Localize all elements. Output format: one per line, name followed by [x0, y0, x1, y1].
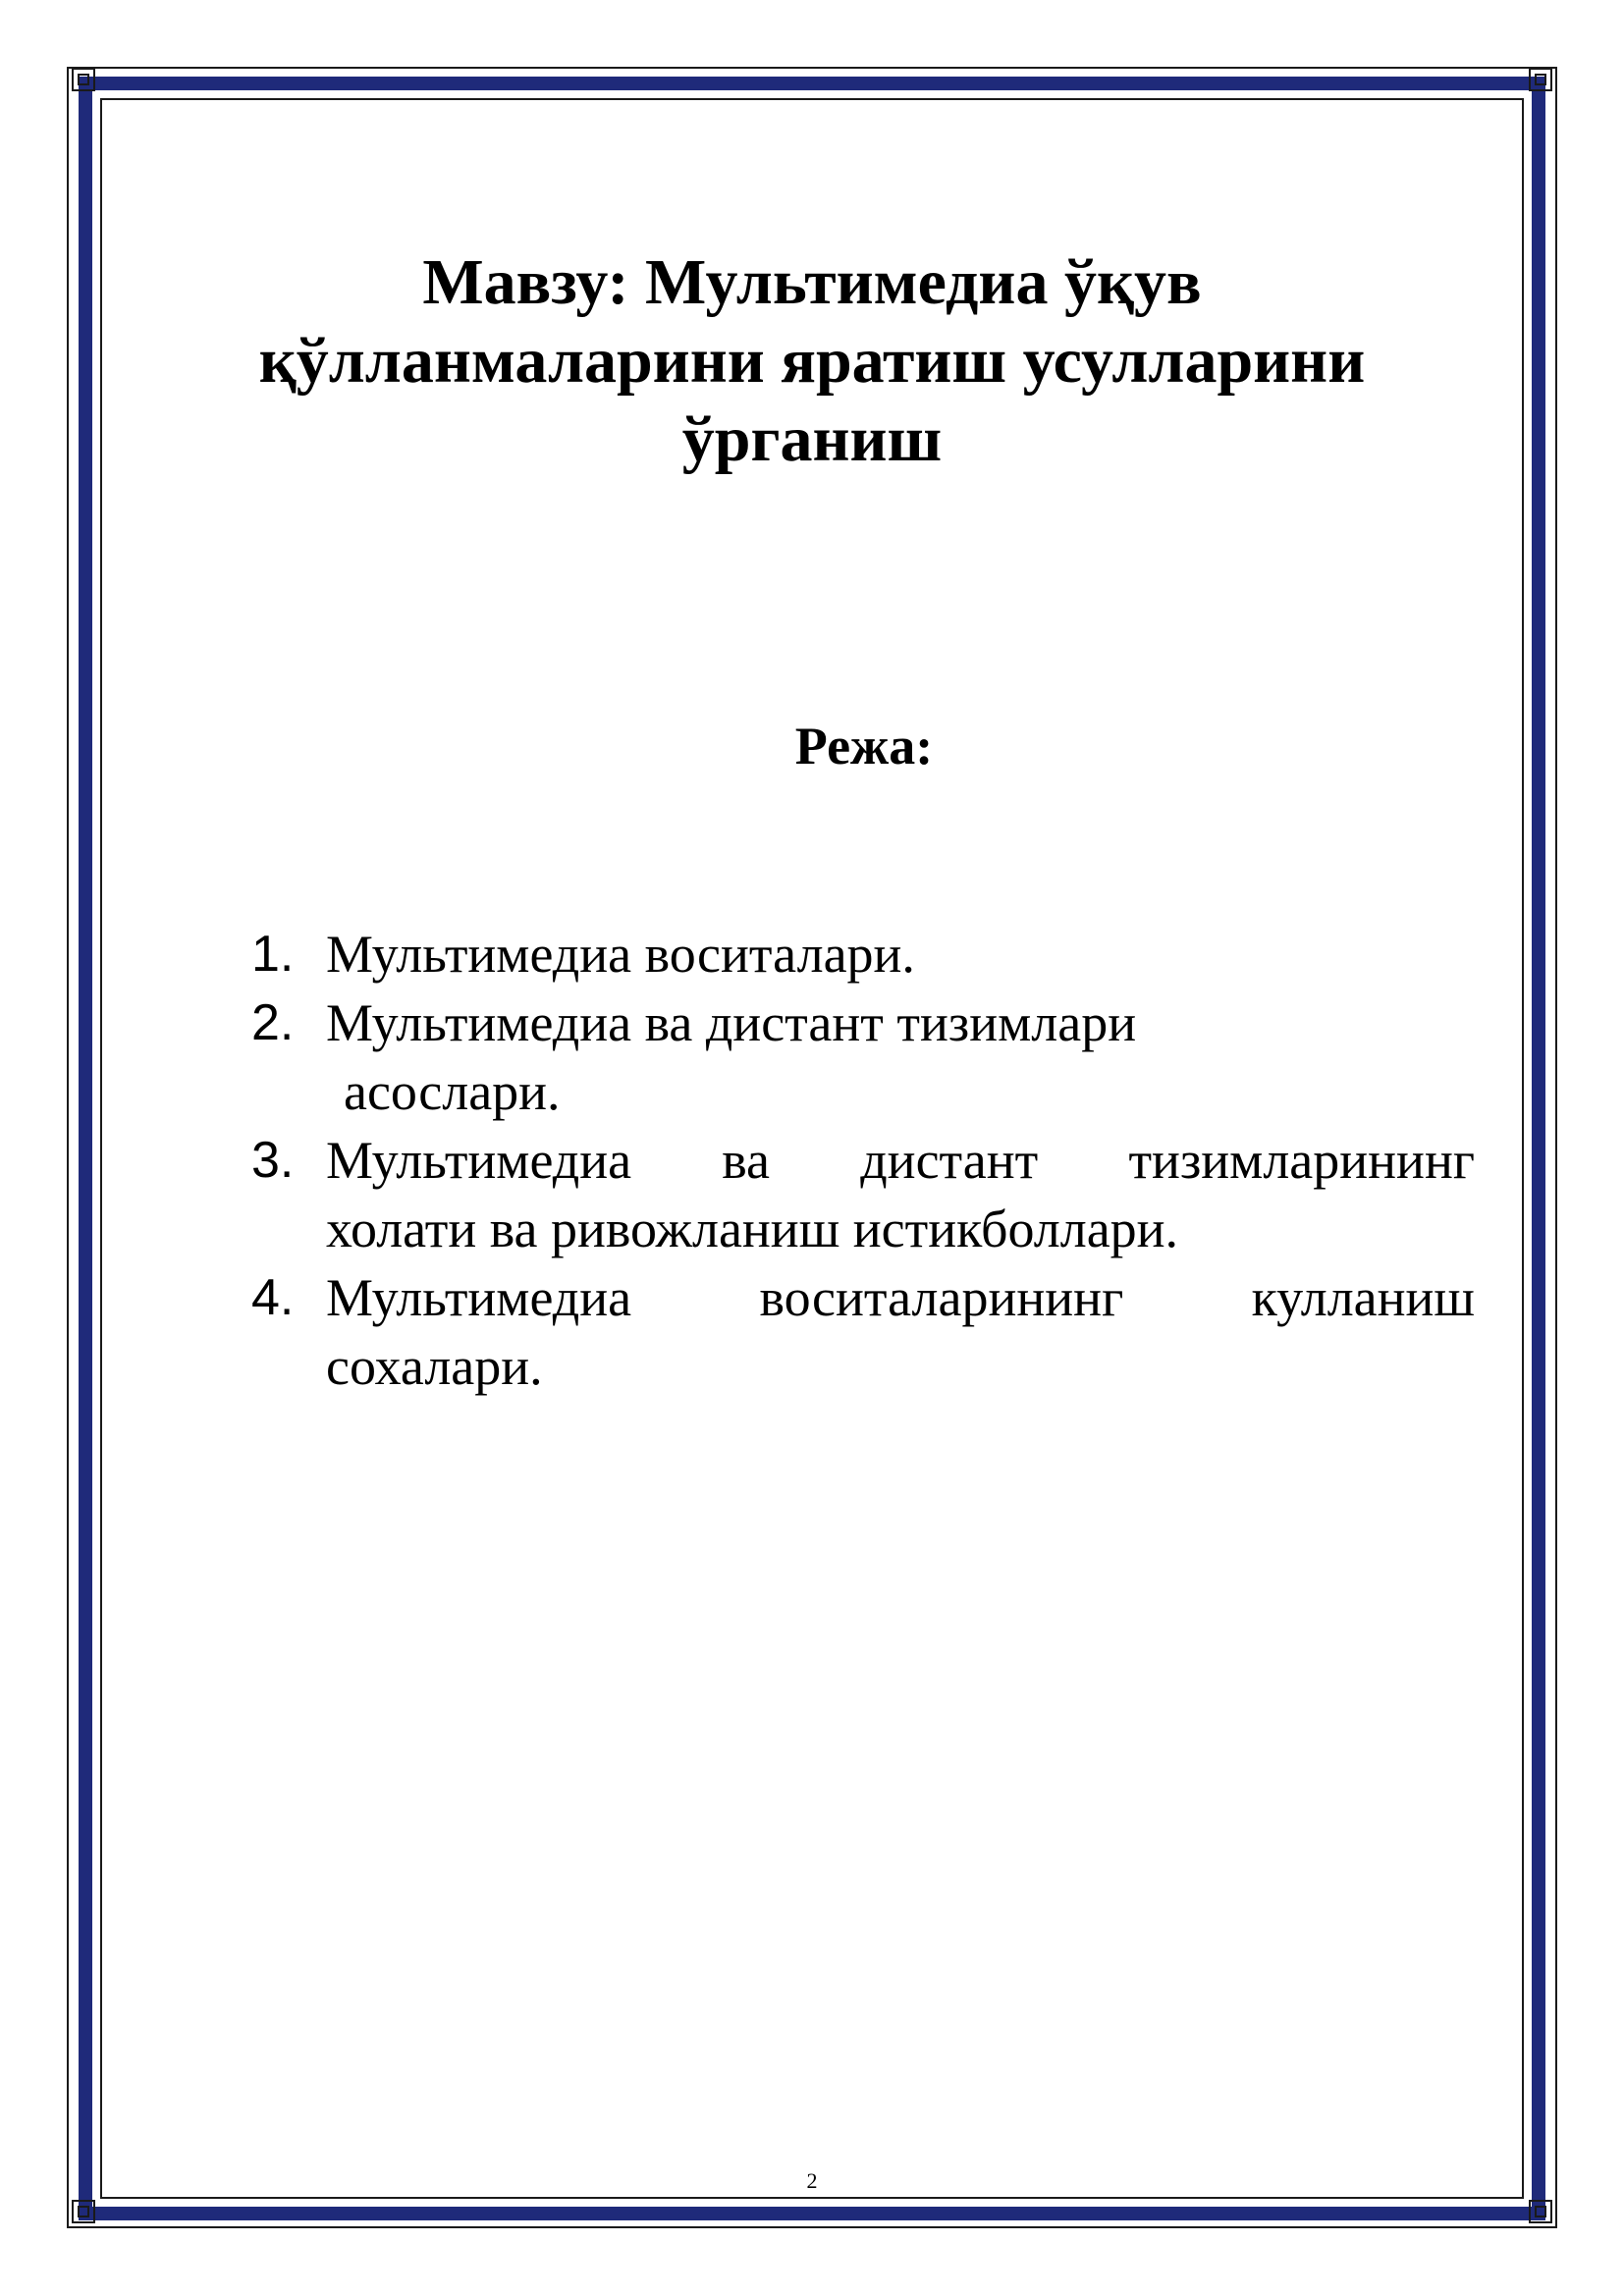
corner-ornament-icon [67, 63, 100, 96]
title-line: қўлланмаларини яратиш усулларини [258, 325, 1366, 397]
title-line: Мавзу: Мультимедиа ўқув [422, 246, 1202, 318]
corner-ornament-icon [67, 2195, 100, 2228]
plan-list [236, 920, 1475, 1401]
list-item [236, 920, 1475, 988]
corner-ornament-icon [1524, 63, 1557, 96]
list-item-number: 1. [251, 926, 295, 983]
page-number: 2 [806, 2168, 818, 2193]
list-item-number: 4. [251, 1269, 295, 1326]
list-item [236, 1126, 1475, 1263]
list-item-text: холати ва ривожланиш истикболлари. [326, 1200, 1179, 1258]
list-item-number: 3. [251, 1132, 295, 1189]
list-item-text: Мультимедиа ва дистант тизимларининг [326, 1131, 1475, 1190]
list-item-text: Мультимедиа воситаларининг кулланиш [326, 1268, 1475, 1327]
list-item-text: Мультимедиа воситалари. [326, 925, 915, 984]
page-title [177, 243, 1447, 479]
list-item-text: сохалари. [326, 1337, 543, 1396]
title-line: ўрганиш [681, 403, 943, 475]
list-item-number: 2. [251, 994, 295, 1051]
plan-heading: Режа: [794, 717, 934, 775]
list-item [236, 988, 1475, 1126]
corner-ornament-icon [1524, 2195, 1557, 2228]
list-item-text: асослари. [344, 1062, 561, 1121]
list-item [236, 1263, 1475, 1401]
list-item-text: Мультимедиа ва дистант тизимлари [326, 993, 1137, 1052]
